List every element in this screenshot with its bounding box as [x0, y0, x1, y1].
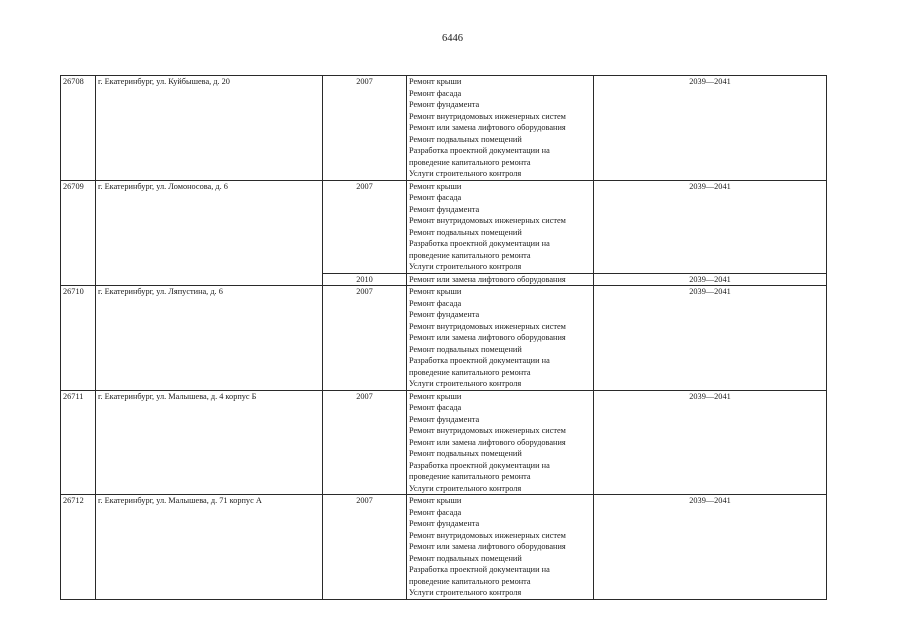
- work-item: Ремонт фундамента: [409, 100, 480, 109]
- row-number-cell: 26712: [61, 495, 96, 600]
- work-item: Ремонт внутридомовых инженерных систем: [409, 216, 566, 225]
- work-item: Ремонт подвальных помещений: [409, 449, 522, 458]
- period-cell: 2039—2041: [594, 390, 827, 495]
- work-item: Ремонт подвальных помещений: [409, 134, 522, 144]
- work-item: Ремонт или замена лифтового оборудования: [409, 542, 566, 551]
- works-cell: [407, 286, 594, 391]
- work-item: Ремонт внутридомовых инженерных систем: [409, 111, 566, 121]
- table-row: [61, 495, 827, 600]
- row-number-cell: 26710: [61, 286, 96, 391]
- row-number-cell: 26709: [61, 180, 96, 286]
- work-item: проведение капитального ремонта: [409, 367, 531, 377]
- work-item: Разработка проектной документации на: [409, 146, 550, 155]
- work-item: Ремонт фундамента: [409, 414, 480, 424]
- work-item: Ремонт фасада: [409, 298, 462, 308]
- works-cell: [407, 76, 594, 181]
- work-item: Разработка проектной документации на: [409, 239, 550, 248]
- works-cell: [407, 180, 594, 273]
- work-item: Разработка проектной документации на: [409, 565, 550, 574]
- work-item: Ремонт или замена лифтового оборудования: [409, 274, 566, 284]
- work-item: Ремонт фасада: [409, 507, 462, 517]
- table-row: [61, 180, 827, 273]
- year-cell: 2007: [323, 495, 407, 600]
- work-item: Ремонт или замена лифтового оборудования: [409, 333, 566, 342]
- period-cell: 2039—2041: [594, 286, 827, 391]
- repair-schedule-table: [60, 75, 827, 600]
- work-item: Разработка проектной документации на: [409, 356, 550, 365]
- work-item: Разработка проектной документации на: [409, 460, 550, 470]
- page-number: 6446: [442, 33, 463, 44]
- work-item: проведение капитального ремонта: [409, 250, 531, 260]
- work-item: Ремонт фундамента: [409, 204, 480, 214]
- row-number-cell: 26708: [61, 76, 96, 181]
- table-row: [61, 76, 827, 181]
- period-cell: 2039—2041: [594, 180, 827, 273]
- period-cell: 2039—2041: [594, 273, 827, 286]
- work-item: Ремонт подвальных помещений: [409, 227, 522, 237]
- works-cell: [407, 273, 594, 286]
- work-item: Услуги строительного контроля: [409, 379, 522, 388]
- row-number-cell: 26711: [61, 390, 96, 495]
- period-cell: 2039—2041: [594, 495, 827, 600]
- table-row: [61, 286, 827, 391]
- work-item: проведение капитального ремонта: [409, 472, 531, 481]
- work-item: Ремонт подвальных помещений: [409, 553, 522, 563]
- work-item: Ремонт крыши: [409, 496, 462, 505]
- work-item: Ремонт крыши: [409, 77, 462, 86]
- works-cell: [407, 390, 594, 495]
- work-item: Ремонт крыши: [409, 181, 462, 191]
- work-item: Услуги строительного контроля: [409, 588, 522, 597]
- work-item: Ремонт фасада: [409, 193, 462, 202]
- year-cell: 2010: [323, 273, 407, 286]
- table-row: [61, 390, 827, 495]
- work-item: Ремонт внутридомовых инженерных систем: [409, 321, 566, 331]
- work-item: Ремонт фундамента: [409, 519, 480, 528]
- work-item: Ремонт фундамента: [409, 310, 480, 319]
- address-cell: г. Екатеринбург, ул. Куйбышева, д. 20: [96, 76, 323, 181]
- work-item: проведение капитального ремонта: [409, 157, 531, 167]
- work-item: проведение капитального ремонта: [409, 576, 531, 586]
- work-item: Ремонт внутридомовых инженерных систем: [409, 426, 566, 435]
- work-item: Услуги строительного контроля: [409, 169, 522, 178]
- address-cell: г. Екатеринбург, ул. Ломоносова, д. 6: [96, 180, 323, 286]
- year-cell: 2007: [323, 390, 407, 495]
- address-cell: г. Екатеринбург, ул. Ляпустина, д. 6: [96, 286, 323, 391]
- year-cell: 2007: [323, 76, 407, 181]
- work-item: Ремонт фасада: [409, 88, 462, 98]
- address-cell: г. Екатеринбург, ул. Малышева, д. 71 корпус А: [96, 495, 323, 600]
- work-item: Ремонт или замена лифтового оборудования: [409, 437, 566, 447]
- address-cell: г. Екатеринбург, ул. Малышева, д. 4 корпус Б: [96, 390, 323, 495]
- year-cell: 2007: [323, 180, 407, 273]
- work-item: Ремонт подвальных помещений: [409, 344, 522, 354]
- work-item: Услуги строительного контроля: [409, 262, 522, 271]
- work-item: Ремонт крыши: [409, 391, 462, 401]
- table-body: [61, 76, 827, 600]
- work-item: Ремонт или замена лифтового оборудования: [409, 123, 566, 132]
- period-cell: 2039—2041: [594, 76, 827, 181]
- work-item: Ремонт крыши: [409, 287, 462, 296]
- work-item: Услуги строительного контроля: [409, 483, 522, 493]
- work-item: Ремонт фасада: [409, 403, 462, 412]
- work-item: Ремонт внутридомовых инженерных систем: [409, 530, 566, 540]
- year-cell: 2007: [323, 286, 407, 391]
- works-cell: [407, 495, 594, 600]
